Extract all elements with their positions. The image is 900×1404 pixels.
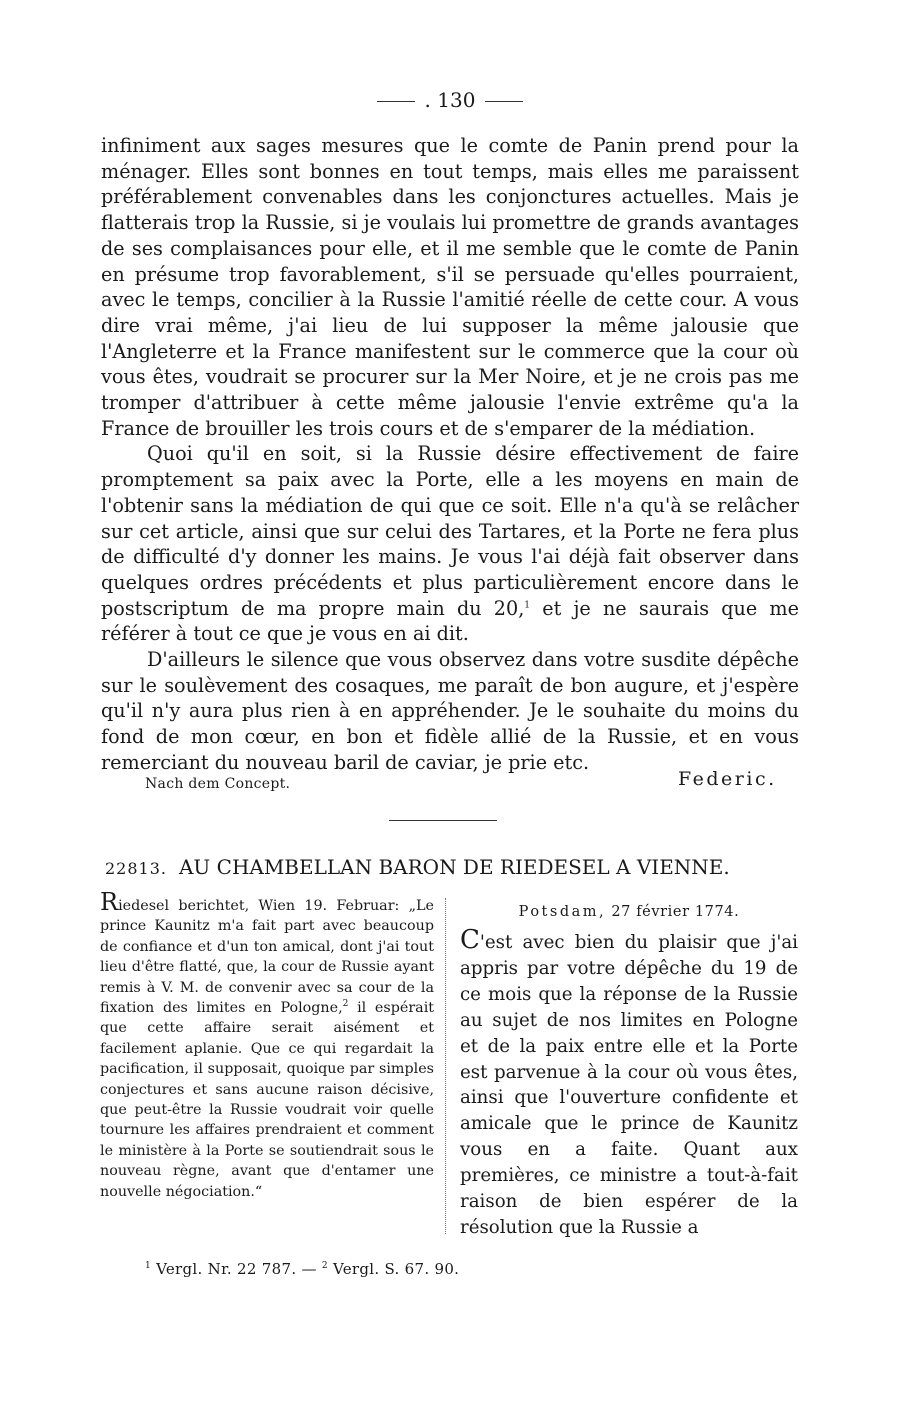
letter-body <box>101 133 799 776</box>
paragraph-2-text: Quoi qu'il en soit, si la Russie désire effectivement de faire promptement sa paix avec la Porte, elle a les moyens en main de l'obtenir sans la médiation de qui que ce soit. Elle n'a qu'à se relâcher sur cet article, ainsi que sur celui des Tartares, et la Porte ne fera plus de difficulté d'y donner les mains. Je vous l'ai déjà fait observer dans quelques ordres précédents et plus particulièrement encore dans le postscriptum de ma propre main du 20, <box>101 442 799 620</box>
section-number: 22813. <box>105 859 167 878</box>
report-summary-column <box>100 888 435 1202</box>
footnote-2-text: Vergl. S. 67. 90. <box>332 1260 460 1278</box>
footnote-1-marker: 1 <box>145 1261 152 1271</box>
footnote-2-marker: 2 <box>321 1261 328 1271</box>
date-text: 27 février 1774. <box>611 904 740 920</box>
page-number: . 130 <box>424 88 476 112</box>
paragraph-1: infiniment aux sages mesures que le comte de Panin prend pour la ménager. Elles sont bonnes en tout temps, mais elles me paraissent préférablement convenables dans les conjonctures actuelles. Mais je flatterais trop la Russie, si je voulais lui promettre de grands avantages de ses complaisances pour elle, et il me semble que le comte de Panin en présume trop favorablement, s'il se persuade qu'elles pourraient, avec le temps, concilier à la Russie l'amitié réelle de cette cour. A vous dire vrai même, j'ai lieu de lui supposer la même jalousie que l'Angleterre et la France manifestent sur le commerce que la cour où vous êtes, voudrait se procurer sur la Mer Noire, et je ne crois pas me tromper d'attribuer à cette même jalousie l'envie extrême qu'a la France de brouiller les trois cours et de s'emparer de la médiation. <box>101 134 799 440</box>
reply-initial: C <box>460 925 480 955</box>
footnote-ref-1: 1 <box>524 600 531 611</box>
report-text-2: il espérait que cette affaire serait aisément et facilement aplanie. Que ce qui regardait la pacification, il supposait, quoique par simples conjectures et sans aucune raison décisive, que peut-être la Russie voudrait voir quelle tournure les affaires prendraient et comment le ministère à la Porte se soutiendrait sous le nouveau règne, avant que d'entamer une nouvelle négociation.“ <box>100 1000 435 1200</box>
section-divider <box>389 820 497 821</box>
header-rule-right <box>485 101 523 102</box>
column-separator <box>445 898 446 1234</box>
date-place: Potsdam, <box>518 904 607 920</box>
reply-body: 'est avec bien du plaisir que j'ai appris par votre dépêche du 19 de ce mois que la réponse de la Russie au sujet de nos limites en Pologne et de la paix entre elle et la Porte est parvenue à la cour où vous êtes, ainsi que l'ouverture confidente et amicale que le prince de Kaunitz vous en a faite. Quant aux premières, ce ministre a tout-à-fait raison de bien espérer de la résolution que la Russie a <box>460 932 798 1238</box>
dateline <box>460 900 798 924</box>
source-note: Nach dem Concept. <box>145 776 291 792</box>
page-header <box>0 88 900 112</box>
reply-text <box>460 925 798 1241</box>
paragraph-2 <box>101 441 799 647</box>
report-text-1: iedesel berichtet, Wien 19. Februar: „Le prince Kaunitz m'a fait part avec beaucoup de confiance et d'un ton amical, dont j'ai tout lieu d'être flatté, que, la cour de Russie ayant remis à V. M. de convenir avec sa cour de la fixation des limites en Pologne, <box>100 898 434 1017</box>
paragraph-3: D'ailleurs le silence que vous observez dans votre susdite dépêche sur le soulèvement des cosaques, me paraît de bon augure, et j'espère qu'il n'y aura plus rien à en appréhender. Je le souhaite du moins du fond de mon cœur, en bon et fidèle allié de la Russie, et en vous remerciant du nouveau baril de caviar, je prie etc. <box>101 648 799 774</box>
section-title: AU CHAMBELLAN BARON DE RIEDESEL A VIENNE. <box>178 855 730 879</box>
report-initial: R <box>100 888 119 916</box>
reply-column <box>460 900 798 1241</box>
footnotes <box>145 1260 459 1278</box>
signature: Federic. <box>678 768 777 790</box>
paragraph-2-tail: et je ne saurais que me référer à tout ce que je vous en ai dit. <box>101 596 799 646</box>
footnote-ref-2: 2 <box>342 999 349 1010</box>
section-heading <box>105 855 795 879</box>
report-summary <box>100 888 435 1202</box>
header-rule-left <box>377 101 415 102</box>
footnote-1-text: Vergl. Nr. 22 787. — <box>156 1260 317 1278</box>
